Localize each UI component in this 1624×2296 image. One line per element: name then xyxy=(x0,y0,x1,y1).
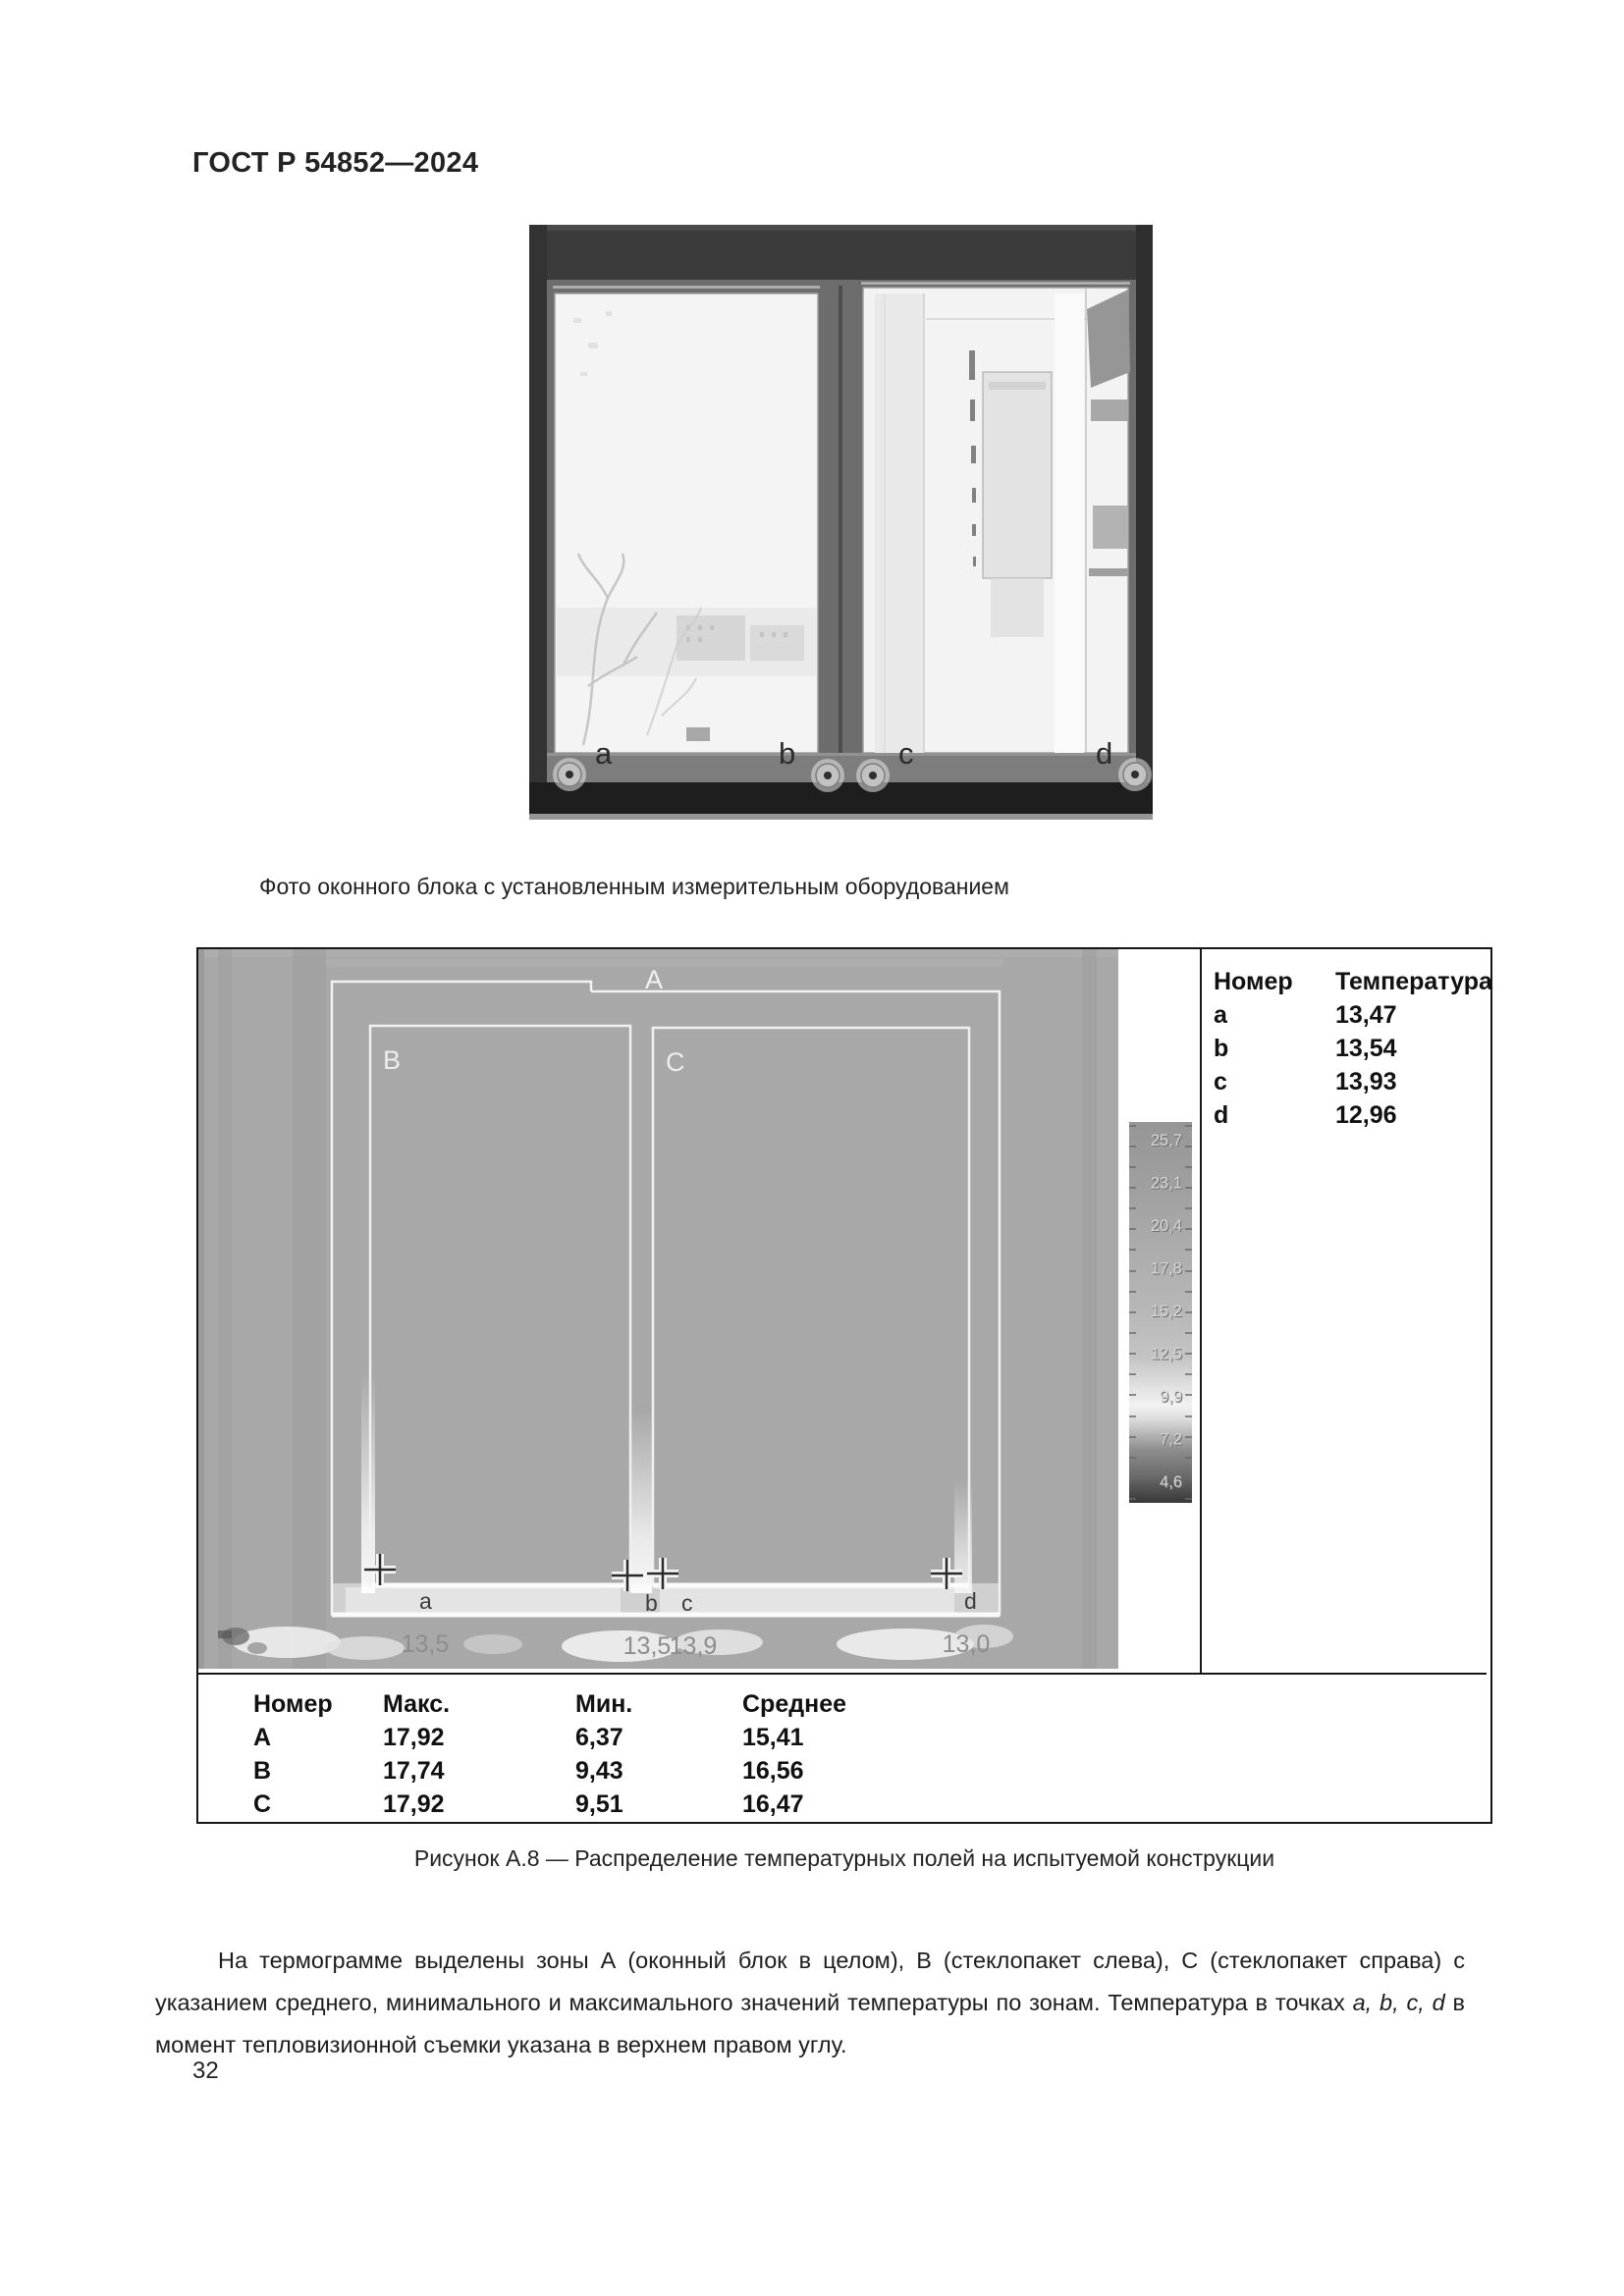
window-photo xyxy=(529,225,1153,820)
zone-label-b: B xyxy=(383,1045,402,1075)
sill-value-3: 13,9 xyxy=(669,1632,718,1660)
col-number-header: Номер xyxy=(1214,967,1293,995)
body-paragraph: На термограмме выделены зоны А (оконный блок в целом), В (стеклопакет слева), С (стеклопакет справа) с указанием среднего, минимального и максимального значений температуры по зонам. Температура в точках a, b, c, d в момент тепловизионной съемки указана в верхнем правом углу. xyxy=(155,1947,1465,2057)
sill-value-4: 13,0 xyxy=(942,1630,991,1658)
table-row: c 13,93 xyxy=(1214,1067,1397,1095)
photo-left-shadow xyxy=(529,225,547,820)
sensor-b xyxy=(811,759,844,792)
zone-label-c: C xyxy=(666,1047,685,1077)
photo-label-c: c xyxy=(898,736,914,771)
thermogram-image xyxy=(198,949,1118,1669)
photo-label-a: a xyxy=(595,736,613,771)
table-row: a 13,47 xyxy=(1214,1000,1397,1029)
svg-text:9,9: 9,9 xyxy=(1160,1388,1182,1406)
window-photo-graphic xyxy=(529,225,1153,820)
photo-top-shadow xyxy=(529,225,1153,280)
sill-value-2: 13,5 xyxy=(623,1632,672,1660)
svg-text:20,4: 20,4 xyxy=(1150,1217,1182,1235)
table-row: b 13,54 xyxy=(1214,1034,1397,1062)
bright-streak-left xyxy=(361,1371,375,1593)
figure-caption: Рисунок А.8 — Распределение температурных полей на испытуемой конструкции xyxy=(413,1845,1275,1871)
figure-horizontal-divider xyxy=(198,1673,1487,1675)
table-row: d 12,96 xyxy=(1214,1100,1397,1129)
figure-a8-box xyxy=(196,947,1492,1824)
thermo-label-a: a xyxy=(419,1588,432,1614)
photo-label-b: b xyxy=(779,736,796,771)
svg-text:17,8: 17,8 xyxy=(1150,1259,1182,1278)
svg-text:15,2: 15,2 xyxy=(1150,1303,1182,1320)
page-number: 32 xyxy=(192,2057,219,2084)
svg-text:4,6: 4,6 xyxy=(1160,1473,1182,1491)
thermo-label-d: d xyxy=(964,1588,977,1614)
point-table-header xyxy=(1214,965,1492,998)
thermo-label-b: b xyxy=(645,1590,658,1616)
photo-label-d: d xyxy=(1096,736,1113,771)
left-pane xyxy=(555,294,818,753)
zone-statistics-table xyxy=(253,1687,958,1821)
table-row: C 17,92 9,51 16,47 xyxy=(253,1789,804,1818)
thermo-label-c: c xyxy=(681,1590,693,1616)
sill-value-1: 13,5 xyxy=(401,1630,450,1658)
svg-text:23,1: 23,1 xyxy=(1150,1174,1182,1193)
photo-right-shadow xyxy=(1136,225,1153,820)
bright-streak-center xyxy=(630,1411,652,1593)
svg-text:12,5: 12,5 xyxy=(1150,1345,1182,1363)
svg-text:7,2: 7,2 xyxy=(1160,1430,1182,1449)
sensor-c xyxy=(856,759,890,792)
sensor-d xyxy=(1118,758,1152,791)
sensor-a xyxy=(553,758,586,791)
col-temp-header: Температура xyxy=(1335,967,1492,995)
mullion-line xyxy=(839,286,842,755)
svg-text:25,7: 25,7 xyxy=(1150,1132,1182,1149)
zone-table-header: Номер Макс. Мин. Среднее xyxy=(253,1689,847,1718)
table-row: B 17,74 9,43 16,56 xyxy=(253,1756,804,1785)
figure-vertical-divider xyxy=(1200,949,1202,1673)
photo-caption: Фото оконного блока с установленным измерительным оборудованием xyxy=(259,874,1009,899)
doc-header: ГОСТ Р 54852—2024 xyxy=(192,147,479,179)
zone-label-a: A xyxy=(645,965,664,994)
table-row: A 17,92 6,37 15,41 xyxy=(253,1723,804,1751)
temperature-scale-bar xyxy=(1129,1122,1192,1503)
point-temperature-table xyxy=(1214,965,1492,1132)
wall-panel xyxy=(983,372,1052,578)
